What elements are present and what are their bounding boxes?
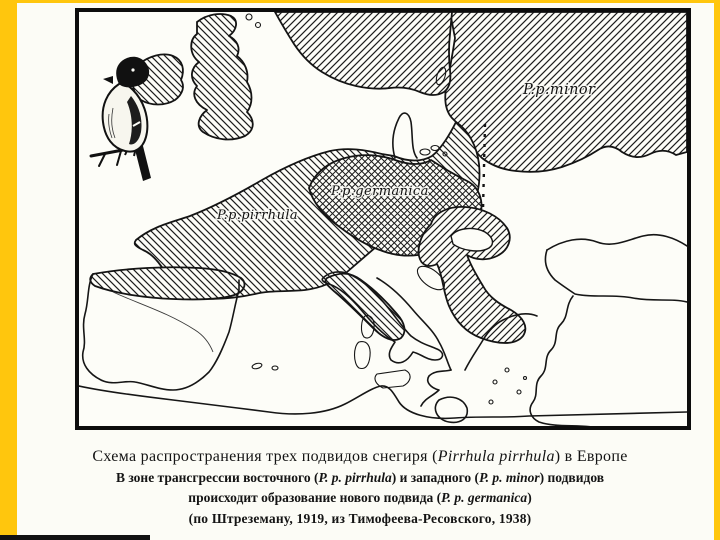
bullfinch-illustration xyxy=(91,57,151,181)
caption-line-4: (по Штреземану, 1919, из Тимофеева-Ресовского, 1938) xyxy=(188,511,532,527)
caption-text: происходит образование нового подвида ( xyxy=(188,489,442,505)
coast-black-sea-north xyxy=(547,235,687,250)
island-orkney xyxy=(256,23,261,28)
slide-edge-top xyxy=(0,0,720,3)
caption-line-3 xyxy=(0,488,720,508)
caption-latin-name: P. p. germanica xyxy=(441,489,528,505)
caption-text: Схема распространения трех подвидов снегиря ( xyxy=(92,448,438,465)
coast-north-africa xyxy=(79,386,687,418)
bird-eye xyxy=(131,68,134,71)
caption-text: ) в Европе xyxy=(554,448,628,465)
caption-text: В зоне трансгрессии восточного ( xyxy=(115,469,319,485)
region-pirrhula-iberia-strip xyxy=(90,267,244,299)
island-sicily xyxy=(375,370,410,388)
caption-line-2 xyxy=(0,468,720,488)
caption-text: ) xyxy=(527,489,532,505)
slide-edge-bottom xyxy=(0,535,150,540)
label-pirrhula: P.p.pirrhula xyxy=(217,208,299,223)
river-iberia xyxy=(113,292,213,352)
aegean-islands xyxy=(489,368,527,404)
caption-latin-name: P. p. pirrhula xyxy=(318,469,392,485)
coast-black-sea-west xyxy=(545,250,687,302)
europe-distribution-map xyxy=(79,12,687,426)
caption-text: ) подвидов xyxy=(539,469,605,485)
coast-denmark xyxy=(393,113,417,158)
region-britain xyxy=(191,14,253,139)
island-menorca xyxy=(272,366,278,370)
figure-caption xyxy=(0,446,720,531)
bird-beak xyxy=(103,76,113,84)
island-sardinia xyxy=(355,342,371,369)
caption-latin-name: Pirrhula pirrhula xyxy=(437,448,555,465)
caption-latin-name: P. p. minor xyxy=(479,469,540,485)
caption-line-1 xyxy=(0,446,720,468)
coast-anatolia xyxy=(530,296,687,426)
island-mallorca xyxy=(252,362,263,369)
region-scandinavia xyxy=(275,12,452,95)
distribution-map-frame xyxy=(75,8,691,430)
label-minor: P.p.minor xyxy=(523,82,596,98)
region-carpathian xyxy=(419,207,526,343)
label-germanica: P.p.germanica xyxy=(331,184,429,199)
caption-text: ) и западного ( xyxy=(391,469,480,485)
island-shetland xyxy=(246,14,252,20)
